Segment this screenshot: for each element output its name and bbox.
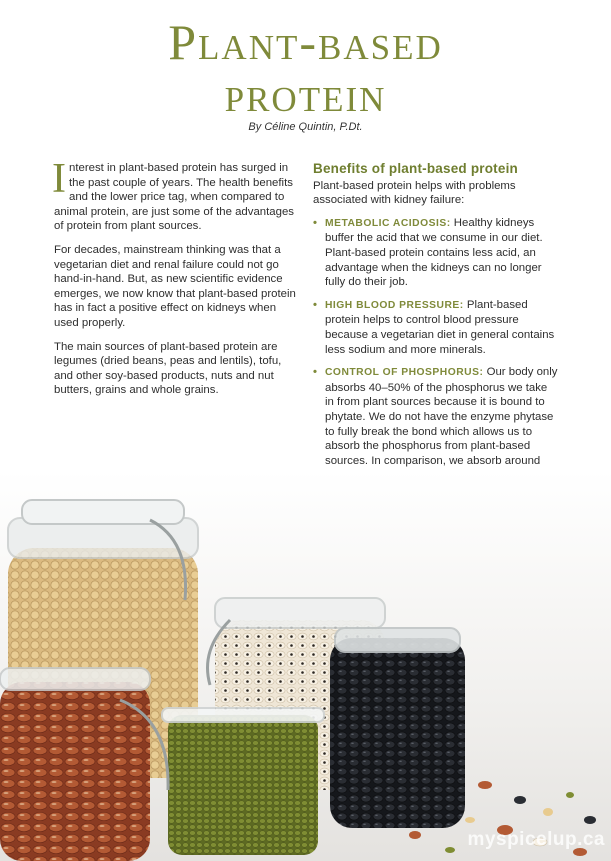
intro-column — [52, 156, 298, 407]
watermark: myspicelup.ca — [467, 829, 605, 850]
benefit-text: Our body only absorbs 40–50% of the phosphorus we take in from plant sources because it is bound to phytate. We do not have the enzyme phytase to fully break the bond which allows us to absorb the phosphorus from plant-based sources. In comparison, we absorb around — [325, 366, 558, 467]
benefit-item — [313, 216, 559, 290]
intro-paragraph-2: For decades, mainstream thinking was that a vegetarian diet and renal failure could not go hand-in-hand. But, as new scientific evidence emerges, we now know that plant-based protein has in fact a positive effect on kidneys when used properly. — [54, 243, 296, 329]
legume-jars-photo — [0, 470, 611, 861]
benefit-term: HIGH BLOOD PRESSURE: — [325, 299, 464, 311]
benefit-term: METABOLIC ACIDOSIS: — [325, 217, 451, 229]
intro-paragraph-1 — [52, 156, 298, 234]
intro-paragraph-3: The main sources of plant-based protein are legumes (dried beans, peas and lentils), tofu, and other soy-based products, nuts and nut butters, grains and whole grains. — [54, 340, 282, 397]
intro-paragraph-1-text: nterest in plant-based protein has surged in the past couple of years. The health benefits and the lower price tag, when compared to animal protein, are just some of the advantages of protein from plant sources. — [54, 162, 294, 233]
bullet-icon: • — [313, 366, 317, 379]
bullet-icon: • — [313, 298, 317, 311]
benefit-text: Healthy kidneys buffer the acid that we consume in our diet. Plant-based protein contains less acid, an advantage when the kidneys can no longer fully do their job. — [325, 216, 543, 289]
benefit-item — [313, 298, 559, 357]
title-line-1: Plant-based — [168, 14, 443, 70]
byline: By Céline Quintin, P.Dt. — [248, 121, 363, 133]
benefits-lead: Plant-based protein helps with problems associated with kidney failure: — [313, 179, 516, 207]
bullet-icon: • — [313, 216, 317, 229]
benefit-text: Plant-based protein helps to control blood pressure because a vegetarian diet in general contains less sodium and more minerals. — [325, 298, 555, 356]
legume-jars-illustration — [0, 470, 611, 861]
drop-cap: I — [52, 156, 66, 202]
title-line-2: protein — [224, 66, 387, 122]
page-title — [0, 16, 611, 120]
benefits-heading: Benefits of plant-based protein — [313, 161, 518, 176]
benefit-term: CONTROL OF PHOSPHORUS: — [325, 367, 484, 379]
